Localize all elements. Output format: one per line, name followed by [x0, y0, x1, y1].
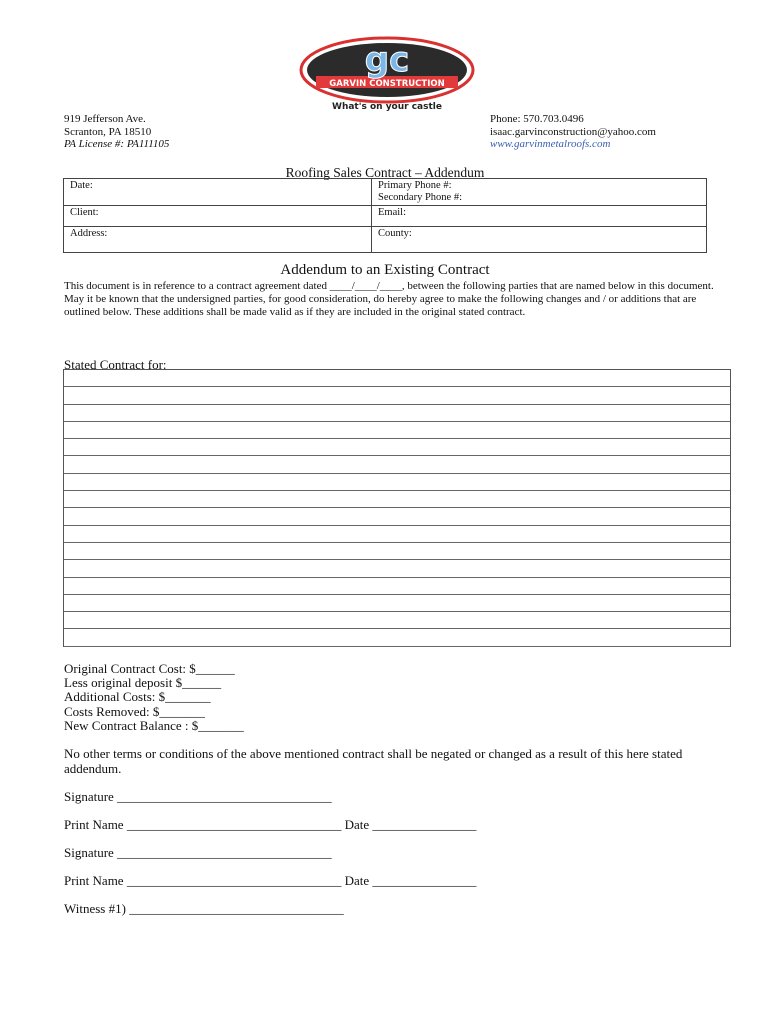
county-field[interactable]: County: [372, 227, 707, 253]
date-field[interactable]: Date: [64, 179, 372, 206]
company-logo [298, 36, 476, 112]
new-contract-balance[interactable]: New Contract Balance : $_______ [64, 717, 244, 733]
contract-line-row[interactable] [64, 543, 730, 560]
contract-line-row[interactable] [64, 439, 730, 456]
addendum-paragraph-2: May it be known that the undersigned parties, for good consideration, do hereby agree to make the following changes and / or additions that are outlined below. These additions shall be made valid as if they are included in the original stated contract. [64, 293, 697, 318]
contract-line-row[interactable] [64, 508, 730, 525]
original-contract-cost[interactable]: Original Contract Cost: $______ [64, 661, 235, 676]
witness-line[interactable]: Witness #1) _________________________________ [64, 901, 344, 916]
license-number: PA License #: PA111105 [64, 138, 170, 150]
addendum-paragraph-1: This document is in reference to a contract agreement dated ____/____/____, between the following parties that are named below in this document. [64, 280, 714, 292]
address-line-1: 919 Jefferson Ave. [64, 113, 146, 125]
additional-costs[interactable]: Additional Costs: $_______ [64, 689, 211, 705]
client-field[interactable]: Client: [64, 206, 372, 227]
logo-graphic [298, 36, 476, 112]
company-contact-block [490, 113, 656, 151]
email-field[interactable]: Email: [372, 206, 707, 227]
stated-contract-grid[interactable] [63, 369, 731, 647]
contract-line-row[interactable] [64, 595, 730, 612]
signature-line-2[interactable]: Signature _________________________________ [64, 845, 332, 860]
company-website-link[interactable]: www.garvinmetalroofs.com [490, 138, 611, 150]
contract-line-row[interactable] [64, 405, 730, 422]
contract-line-row[interactable] [64, 491, 730, 508]
less-original-deposit[interactable]: Less original deposit $______ [64, 675, 222, 691]
contract-line-row[interactable] [64, 612, 730, 629]
contract-line-row[interactable] [64, 422, 730, 439]
addendum-body [64, 280, 714, 319]
addendum-title: Addendum to an Existing Contract [280, 262, 490, 278]
logo-company-name: GARVIN CONSTRUCTION [329, 79, 445, 89]
contract-line-row[interactable] [64, 560, 730, 577]
print-name-date-line-2[interactable]: Print Name _________________________________ Date ________________ [64, 873, 477, 888]
primary-phone-label: Primary Phone #: [378, 180, 452, 191]
client-info-table [63, 178, 707, 253]
signature-line-1[interactable]: Signature _________________________________ [64, 789, 332, 804]
contract-line-row[interactable] [64, 474, 730, 491]
print-name-date-line-1[interactable]: Print Name _________________________________ Date ________________ [64, 817, 477, 832]
contract-line-row[interactable] [64, 387, 730, 404]
company-email: isaac.garvinconstruction@yahoo.com [490, 125, 656, 138]
contract-line-row[interactable] [64, 578, 730, 595]
address-field[interactable]: Address: [64, 227, 372, 253]
contract-title: Roofing Sales Contract – Addendum [285, 165, 485, 180]
company-address-block [64, 113, 169, 151]
contract-line-row[interactable] [64, 629, 730, 646]
address-line-2: Scranton, PA 18510 [64, 125, 152, 138]
costs-removed[interactable]: Costs Removed: $_______ [64, 703, 205, 719]
contract-line-row[interactable] [64, 456, 730, 473]
contract-line-row[interactable] [64, 526, 730, 543]
logo-tagline: What's on your castle [332, 102, 442, 112]
stated-contract-label: Stated Contract for: [64, 357, 167, 372]
secondary-phone-label: Secondary Phone #: [378, 192, 462, 203]
cost-summary [64, 662, 244, 733]
terms-notice: No other terms or conditions of the above mentioned contract shall be negated or changed as a result of this here stated addendum. [64, 746, 683, 776]
logo-monogram: gc [364, 40, 410, 80]
phone-fields[interactable] [372, 179, 707, 206]
contract-line-row[interactable] [64, 370, 730, 387]
company-phone: Phone: 570.703.0496 [490, 113, 584, 125]
